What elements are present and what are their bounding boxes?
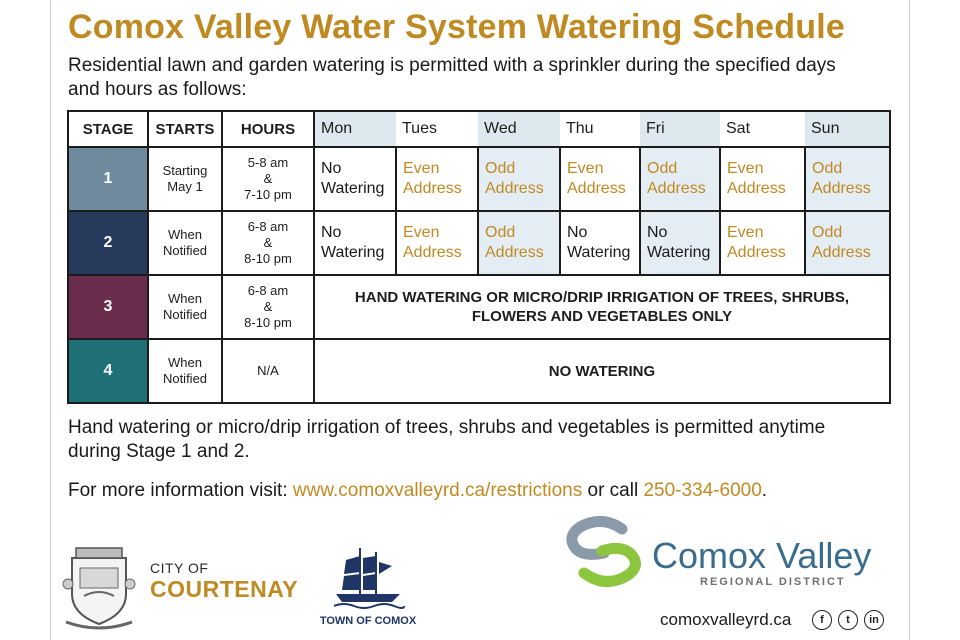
- header-mon: Mon: [314, 111, 396, 147]
- courtenay-logo: [150, 560, 298, 603]
- courtenay-name: COURTENAY: [150, 576, 299, 602]
- table-row-stage-2: [68, 211, 890, 275]
- cvrd-name: Comox Valley: [652, 535, 872, 576]
- page-title: Comox Valley Water System Watering Schedule: [68, 8, 845, 46]
- day-cell-tues: Even Address: [396, 147, 478, 211]
- stage-number: 1: [68, 147, 148, 211]
- restrictions-link[interactable]: www.comoxvalleyrd.ca/restrictions: [292, 480, 583, 501]
- stage-number: 2: [68, 211, 148, 275]
- day-cell-wed: Odd Address: [478, 211, 560, 275]
- more-info-line: For more information visit: www.comoxvalleyrd.ca/restrictions or call 250-334-6000.: [68, 480, 768, 501]
- header-starts: STARTS: [148, 111, 222, 147]
- stage-4-rule: NO WATERING: [314, 339, 890, 403]
- header-tues: Tues: [396, 111, 478, 147]
- day-cell-thu: Even Address: [560, 147, 640, 211]
- stage-3-rule: HAND WATERING OR MICRO/DRIP IRRIGATION OF TREES, SHRUBS, FLOWERS AND VEGETABLES ONLY: [314, 275, 890, 339]
- table-row-stage-3: [68, 275, 890, 339]
- hours-cell: 5-8 am & 7-10 pm: [222, 147, 314, 211]
- social-links: [812, 610, 884, 630]
- day-cell-wed: Odd Address: [478, 147, 560, 211]
- twitter-icon[interactable]: t: [838, 610, 858, 630]
- day-cell-sun: Odd Address: [805, 211, 890, 275]
- intro-text: Residential lawn and garden watering is permitted with a sprinkler during the specified days and hours as follows:: [68, 55, 836, 100]
- cvrd-logo-icon: [562, 515, 644, 589]
- header-sun: Sun: [805, 111, 890, 147]
- header-stage: STAGE: [68, 111, 148, 147]
- day-cell-thu: No Watering: [560, 211, 640, 275]
- hours-cell: 6-8 am & 8-10 pm: [222, 275, 314, 339]
- stage-number: 4: [68, 339, 148, 403]
- starts-cell: When Notified: [148, 211, 222, 275]
- courtenay-city-of: CITY OF: [150, 560, 209, 576]
- header-row: [68, 111, 890, 147]
- day-cell-sun: Odd Address: [805, 147, 890, 211]
- courtenay-crest-icon: [62, 544, 136, 630]
- table-row-stage-4: [68, 339, 890, 403]
- website-link[interactable]: comoxvalleyrd.ca: [660, 610, 792, 629]
- hand-watering-note: Hand watering or micro/drip irrigation of trees, shrubs and vegetables is permitted anytime during Stage 1 and 2.: [68, 417, 826, 462]
- day-cell-sat: Even Address: [720, 147, 805, 211]
- starts-cell: Starting May 1: [148, 147, 222, 211]
- day-cell-mon: No Watering: [314, 211, 396, 275]
- header-wed: Wed: [478, 111, 560, 147]
- phone-number[interactable]: 250-334-6000: [643, 480, 762, 501]
- town-of-comox-label: TOWN OF COMOX: [319, 615, 417, 627]
- stage-number: 3: [68, 275, 148, 339]
- day-cell-tues: Even Address: [396, 211, 478, 275]
- header-hours: HOURS: [222, 111, 314, 147]
- facebook-icon[interactable]: f: [812, 610, 832, 630]
- hours-cell: N/A: [222, 339, 314, 403]
- header-sat: Sat: [720, 111, 805, 147]
- starts-cell: When Notified: [148, 339, 222, 403]
- comox-ship-icon: [330, 544, 406, 614]
- starts-cell: When Notified: [148, 275, 222, 339]
- hours-cell: 6-8 am & 8-10 pm: [222, 211, 314, 275]
- day-cell-fri: No Watering: [640, 211, 720, 275]
- table-row-stage-1: [68, 147, 890, 211]
- day-cell-mon: No Watering: [314, 147, 396, 211]
- day-cell-fri: Odd Address: [640, 147, 720, 211]
- linkedin-icon[interactable]: in: [864, 610, 884, 630]
- header-fri: Fri: [640, 111, 720, 147]
- watering-schedule-table: [67, 110, 891, 404]
- header-thu: Thu: [560, 111, 640, 147]
- cvrd-subtitle: REGIONAL DISTRICT: [700, 576, 846, 588]
- day-cell-sat: Even Address: [720, 211, 805, 275]
